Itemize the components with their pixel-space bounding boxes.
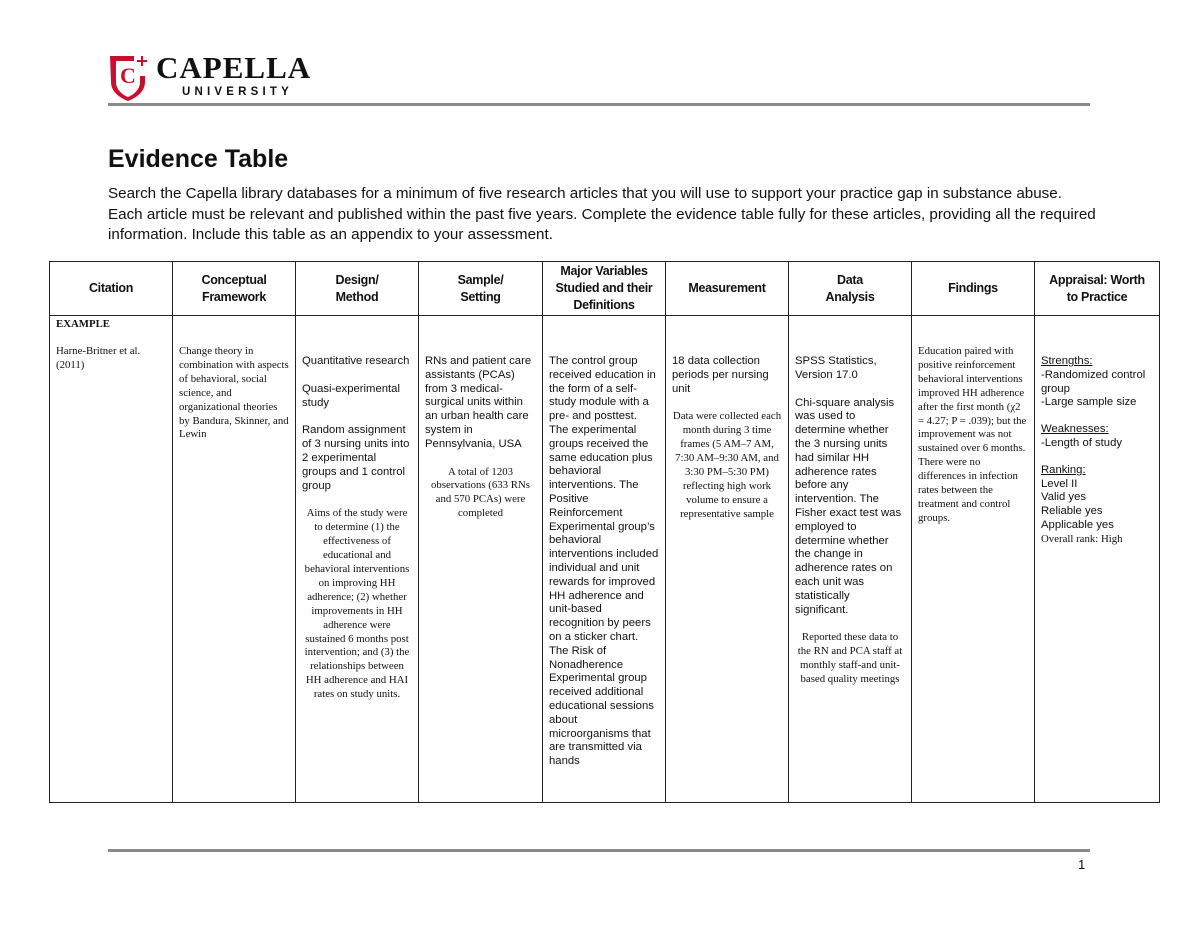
weakness-item: -Length of study — [1041, 436, 1123, 449]
cell-measurement — [666, 316, 789, 803]
rank-item: Valid yes — [1041, 491, 1086, 504]
design-aims: Aims of the study were to determine (1) the effectiveness of educational and behavioral interventions on improving HH adherence; (2) whether improvements in HH adherence were sustained 6 months post intervention; and (3) the relationships between HH adherence and HAI rates on study units. — [304, 507, 410, 701]
cell-framework — [173, 316, 296, 803]
col-header-design: Design/ Method — [296, 262, 419, 316]
brand-subtitle: UNIVERSITY — [182, 86, 294, 98]
design-study: Quasi-experimental study — [302, 382, 400, 409]
header-divider — [108, 103, 1090, 106]
evidence-table — [49, 261, 1160, 803]
instructions-paragraph: Search the Capella library databases for a minimum of five research articles that you will use to support your practice gap in substance abuse. Each article must be relevant and published within the past five years. Complete the evidence table fully for these articles, providing all the required information. Include this table as an appendix to your assessment. — [108, 185, 1096, 243]
framework-text: Change theory in combination with aspects of behavioral, social science, and organizational theories by Bandura, Skinner, and Lewin — [179, 345, 289, 441]
capella-logo — [108, 52, 368, 102]
analysis-reporting: Reported these data to the RN and PCA staff at monthly staff-and unit-based quality meetings — [797, 631, 903, 686]
col-header-appraisal: Appraisal: Worth to Practice — [1035, 262, 1160, 316]
col-header-findings: Findings — [912, 262, 1035, 316]
rank-item: Applicable yes — [1041, 518, 1114, 531]
strengths-label: Strengths: — [1041, 355, 1093, 367]
cell-findings — [912, 316, 1035, 803]
design-assignment: Random assignment of 3 nursing units into 2 experimental groups and 1 control group — [302, 424, 410, 492]
table-row — [50, 316, 1160, 803]
rank-item: Reliable yes — [1041, 505, 1103, 518]
cell-analysis — [789, 316, 912, 803]
example-label: EXAMPLE — [56, 318, 110, 330]
citation-text: Harne-Britner et al. (2011) — [56, 344, 141, 371]
ranking-label: Ranking: — [1041, 463, 1086, 476]
page-number: 1 — [1078, 857, 1086, 872]
measurement-periods: 18 data collection periods per nursing unit — [672, 355, 769, 395]
analysis-software: SPSS Statistics, Version 17.0 — [795, 355, 877, 381]
svg-text:C: C — [120, 63, 136, 88]
strength-item: -Randomized control group — [1041, 368, 1146, 395]
findings-text: Education paired with positive reinforcement behavioral interventions improved HH adherence after the first month (χ2 = 4.27; P = .039); but the improvement was not sustained over 6 months. There were no differences in infection rates between the treatment and control groups. — [918, 345, 1027, 524]
page-title: Evidence Table — [108, 145, 289, 173]
col-header-sample: Sample/ Setting — [419, 262, 543, 316]
strength-item: -Large sample size — [1041, 396, 1137, 409]
sample-setting: RNs and patient care assistants (PCAs) from 3 medical-surgical units within an urban health care system in Pennsylvania, USA — [425, 355, 532, 450]
analysis-methods: Chi-square analysis was used to determine whether the 3 nursing units had similar HH adherence rates before any intervention. The Fisher exact test was employed to determine whether the change in adherence rates on each unit was statistically significant. — [795, 396, 902, 616]
cell-citation — [50, 316, 173, 803]
brand-name: CAPELLA — [156, 50, 312, 85]
col-header-citation: Citation — [50, 262, 173, 316]
table-header-row — [50, 262, 1160, 316]
measurement-collection: Data were collected each month during 3 time frames (5 AM–7 AM, 7:30 AM–9:30 AM, and 3:30 PM–5:30 PM) reflecting high work volume to ensure a representative sample — [672, 410, 782, 520]
cell-variables — [543, 316, 666, 803]
design-type: Quantitative research — [302, 355, 410, 367]
cell-design — [296, 316, 419, 803]
cell-appraisal — [1035, 316, 1160, 803]
col-header-analysis: Data Analysis — [789, 262, 912, 316]
col-header-measurement: Measurement — [666, 262, 789, 316]
cell-sample — [419, 316, 543, 803]
sample-total: A total of 1203 observations (633 RNs and 570 PCAs) were completed — [431, 465, 530, 520]
col-header-framework: Conceptual Framework — [173, 262, 296, 316]
footer-divider — [108, 849, 1090, 852]
col-header-variables: Major Variables Studied and their Definitions — [543, 262, 666, 316]
weaknesses-label: Weaknesses: — [1041, 423, 1109, 436]
rank-item: Level II — [1041, 477, 1078, 490]
rank-item: Overall rank: High — [1041, 532, 1123, 545]
capella-shield-icon — [108, 52, 148, 102]
variables-text: The control group received education in the form of a self-study module with a pre- and posttest. The experimental groups received the same education plus behavioral interventions. The Positive Reinforcement Experimental group’s behavioral interventions included individual and unit rewards for improved HH adherence and unit-based recognition by peers on a sticker chart. The Risk of Nonadherence Experimental group received additional educational sessions about microorganisms that are transmitted via hands — [549, 355, 659, 768]
